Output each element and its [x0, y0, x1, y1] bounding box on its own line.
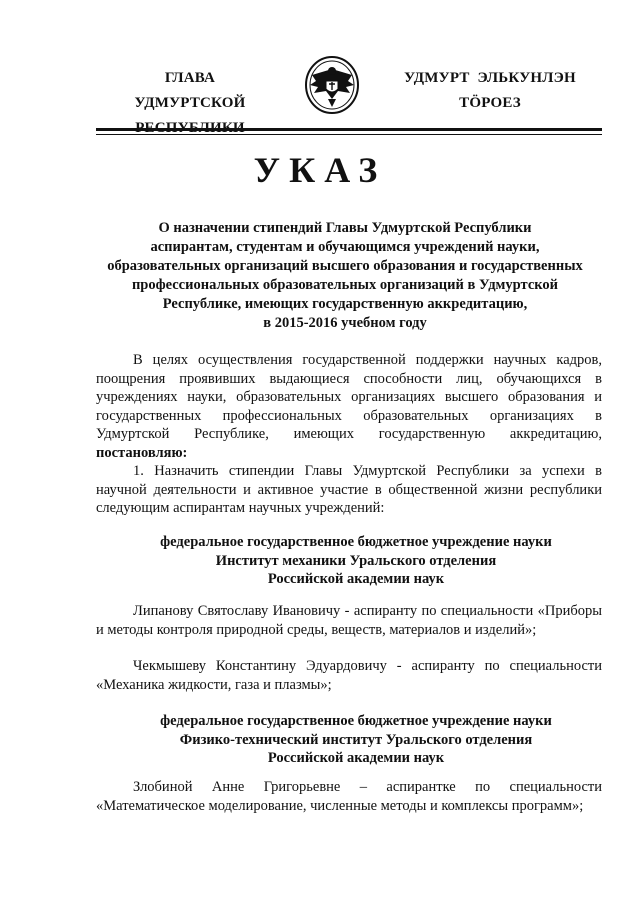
udmurt-coat-of-arms-icon	[300, 55, 364, 115]
preamble-paragraph	[96, 351, 602, 462]
document-title: УКАЗ	[253, 150, 387, 190]
header-divider-thin	[96, 134, 602, 135]
recipient-paragraph: Злобиной Анне Григорьевне – аспирантке по специальности «Математическое моделирование, численные методы и комплексы программ»;	[96, 779, 602, 814]
subject-line: образовательных организаций высшего образования и государственных	[107, 258, 583, 274]
org-line: федеральное государственное бюджетное учреждение науки	[160, 534, 552, 550]
organization-heading-1	[96, 533, 616, 589]
header-divider-thick	[96, 128, 602, 131]
org-line: Физико-технический институт Уральского отделения	[179, 731, 533, 748]
org-line: федеральное государственное бюджетное учреждение науки	[160, 713, 552, 729]
recipient-paragraph: Липанову Святославу Ивановичу - аспиранту по специальности «Приборы и методы контроля природной среды, веществ, материалов и изделий»;	[96, 603, 602, 638]
decree-word: постановляю:	[96, 444, 188, 461]
subject-line: Республике, имеющих государственную аккредитацию,	[162, 296, 528, 312]
header-left-line2: УДМУРТСКОЙ	[134, 95, 246, 111]
organization-heading-2	[96, 712, 616, 768]
org-line: Российской академии наук	[267, 750, 445, 766]
decree-subject	[80, 219, 610, 333]
item-1-paragraph: 1. Назначить стипендии Главы Удмуртской Республики за успехи в научной деятельности и активное участие в общественной жизни республики следующим аспирантам научных учреждений:	[96, 463, 602, 516]
recipient-paragraph: Чекмышеву Константину Эдуардовичу - аспиранту по специальности «Механика жидкости, газа и плазмы»;	[96, 658, 602, 693]
subject-line: профессиональных образовательных организаций в Удмуртской	[131, 277, 559, 293]
org-line: Российской академии наук	[267, 571, 445, 587]
org-line: Институт механики Уральского отделения	[215, 552, 497, 569]
header-right-line2: ТӦРОЕЗ	[459, 95, 521, 111]
subject-line: в 2015-2016 учебном году	[263, 315, 427, 331]
subject-line: О назначении стипендий Главы Удмуртской Республики	[158, 220, 532, 236]
header-left-line1: ГЛАВА	[164, 70, 216, 86]
header-right-line1: УДМУРТ ЭЛЬКУНЛЭН	[404, 70, 576, 86]
header-right	[390, 66, 590, 116]
subject-line: аспирантам, студентам и обучающимся учреждений науки,	[150, 239, 540, 255]
preamble-text: В целях осуществления государственной поддержки научных кадров, поощрения проявивших выдающиеся способности лиц, обучающихся в учреждениях науки, образовательных организациях высшего образования и государственных профессиональных образовательных организациях в Удмуртской Республике, имеющих государственную аккредитацию,	[96, 352, 602, 442]
